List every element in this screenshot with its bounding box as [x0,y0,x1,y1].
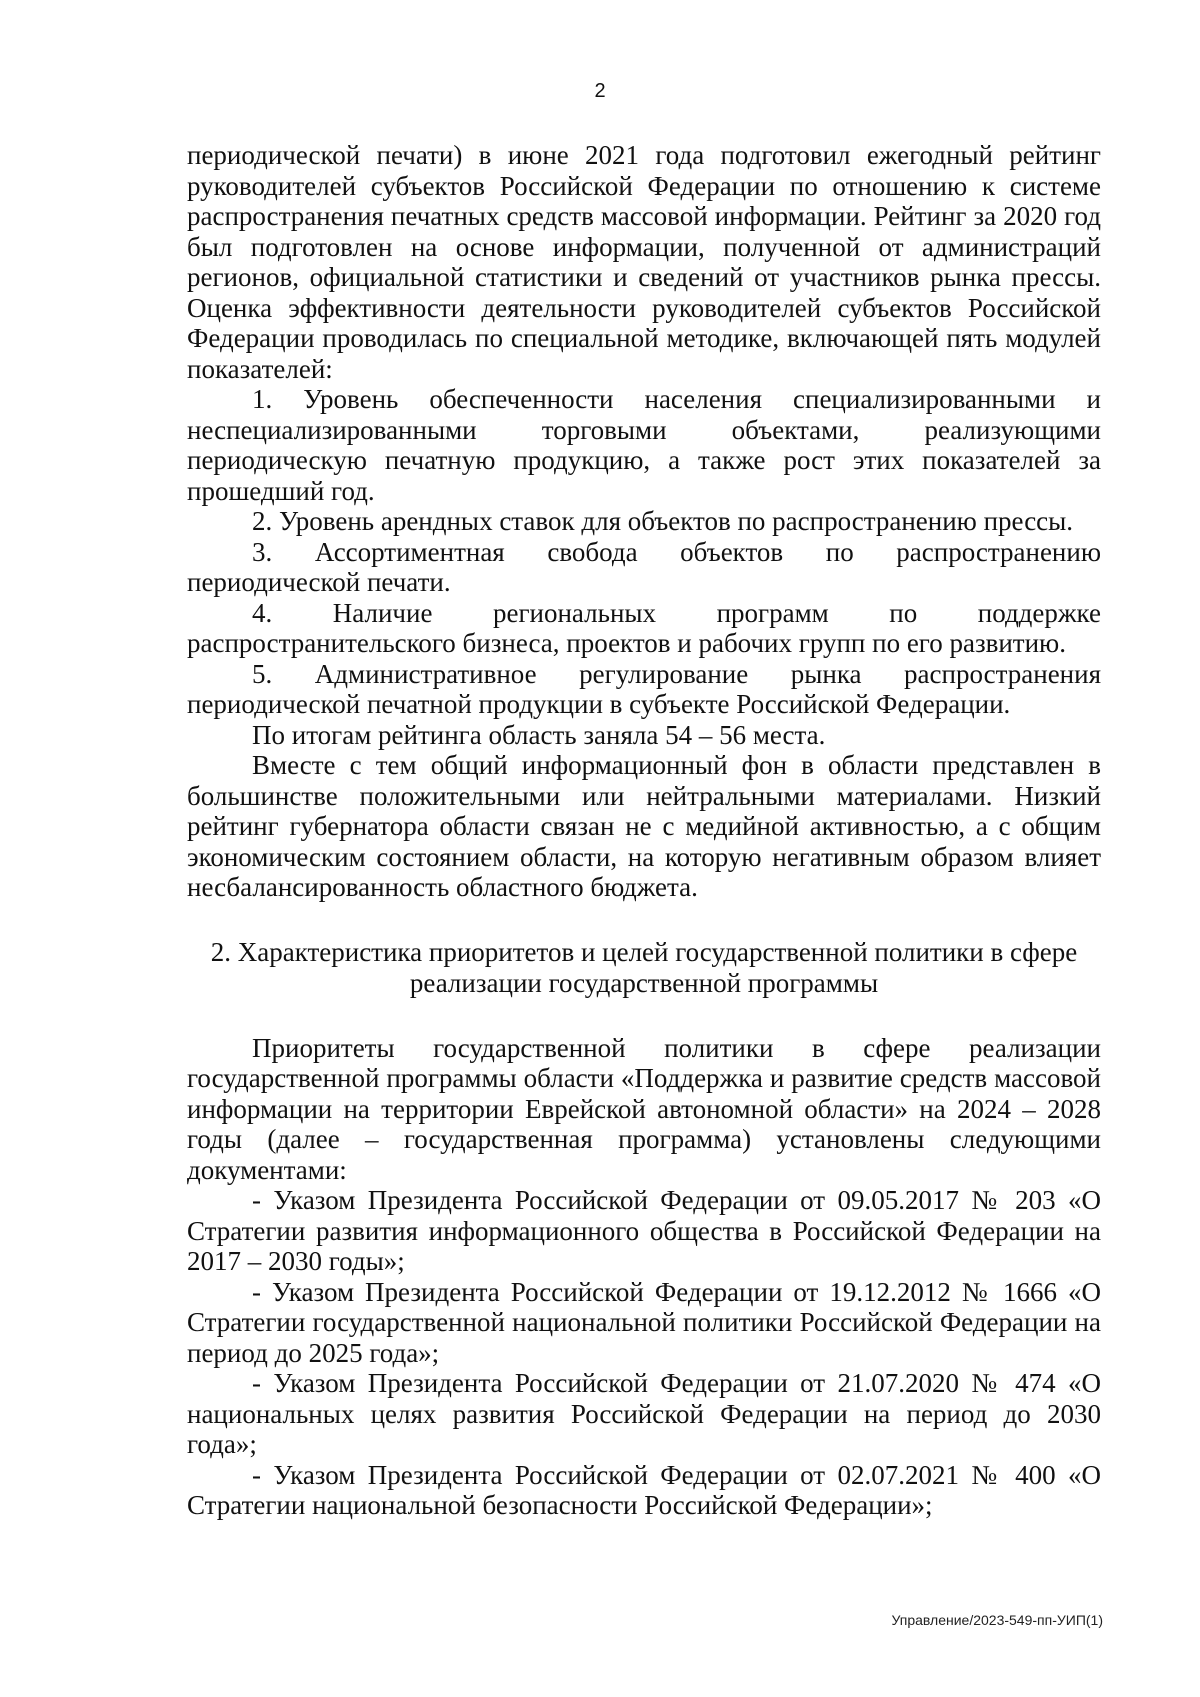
section-heading-line-1: 2. Характеристика приоритетов и целей государственной политики в сфере [210,936,1078,967]
decree-item-3: - Указом Президента Российской Федерации от 21.07.2020 № 474 «О национальных целях развития Российской Федерации на период до 2030 года»; [187,1368,1101,1459]
intro-paragraph: периодической печати) в июне 2021 года подготовил ежегодный рейтинг руководителей субъектов Российской Федерации по отношению к системе распространения печатных средств массовой информации. Рейтинг за 2020 год был подготовлен на основе информации, полученной от администраций регионов, официальной статистики и сведений от участников рынка прессы. Оценка эффективности деятельности руководителей субъектов Российской Федерации проводилась по специальной методике, включающей пять модулей показателей: [187,140,1101,384]
section-heading-line-2: реализации государственной программы [409,967,879,998]
decree-item-2: - Указом Президента Российской Федерации от 19.12.2012 № 1666 «О Стратегии государственной национальной политики Российской Федерации на период до 2025 года»; [187,1276,1101,1368]
decree-item-4: - Указом Президента Российской Федерации от 02.07.2021 № 400 «О Стратегии национальной безопасности Российской Федерации»; [187,1459,1101,1520]
document-body [187,140,1101,1521]
module-item-4: 4. Наличие региональных программ по поддержке распространительского бизнеса, проектов и рабочих групп по его развитию. [187,597,1101,658]
module-item-3: 3. Ассортиментная свобода объектов по распространению периодической печати. [187,536,1101,597]
priorities-paragraph: Приоритеты государственной политики в сфере реализации государственной программы области «Поддержка и развитие средств массовой информации на территории Еврейской автономной области» на 2024 – 2028 годы (далее – государственная программа) установлены следующими документами: [187,1032,1101,1185]
module-item-1: 1. Уровень обеспеченности населения специализированными и неспециализированными торговыми объектами, реализующими периодическую печатную продукцию, а также рост этих показателей за прошедший год. [187,384,1101,506]
info-background-paragraph: Вместе с тем общий информационный фон в области представлен в большинстве положительными или нейтральными материалами. Низкий рейтинг губернатора области связан не с медийной активностью, а с общим экономическим состоянием области, на которую негативным образом влияет несбалансированность областного бюджета. [187,750,1101,902]
document-code-footer: Управление/2023-549-пп-УИП(1) [891,1612,1103,1628]
module-item-5: 5. Административное регулирование рынка распространения периодической печатной продукции в субъекте Российской Федерации. [187,658,1101,719]
page-number: 2 [594,80,606,102]
decree-item-1: - Указом Президента Российской Федерации от 09.05.2017 № 203 «О Стратегии развития информационного общества в Российской Федерации на 2017 – 2030 годы»; [187,1185,1101,1276]
module-item-2: 2. Уровень арендных ставок для объектов по распространению прессы. [252,506,1074,536]
section-heading [187,937,1101,999]
rating-result-paragraph: По итогам рейтинга область заняла 54 – 56 места. [252,719,826,750]
